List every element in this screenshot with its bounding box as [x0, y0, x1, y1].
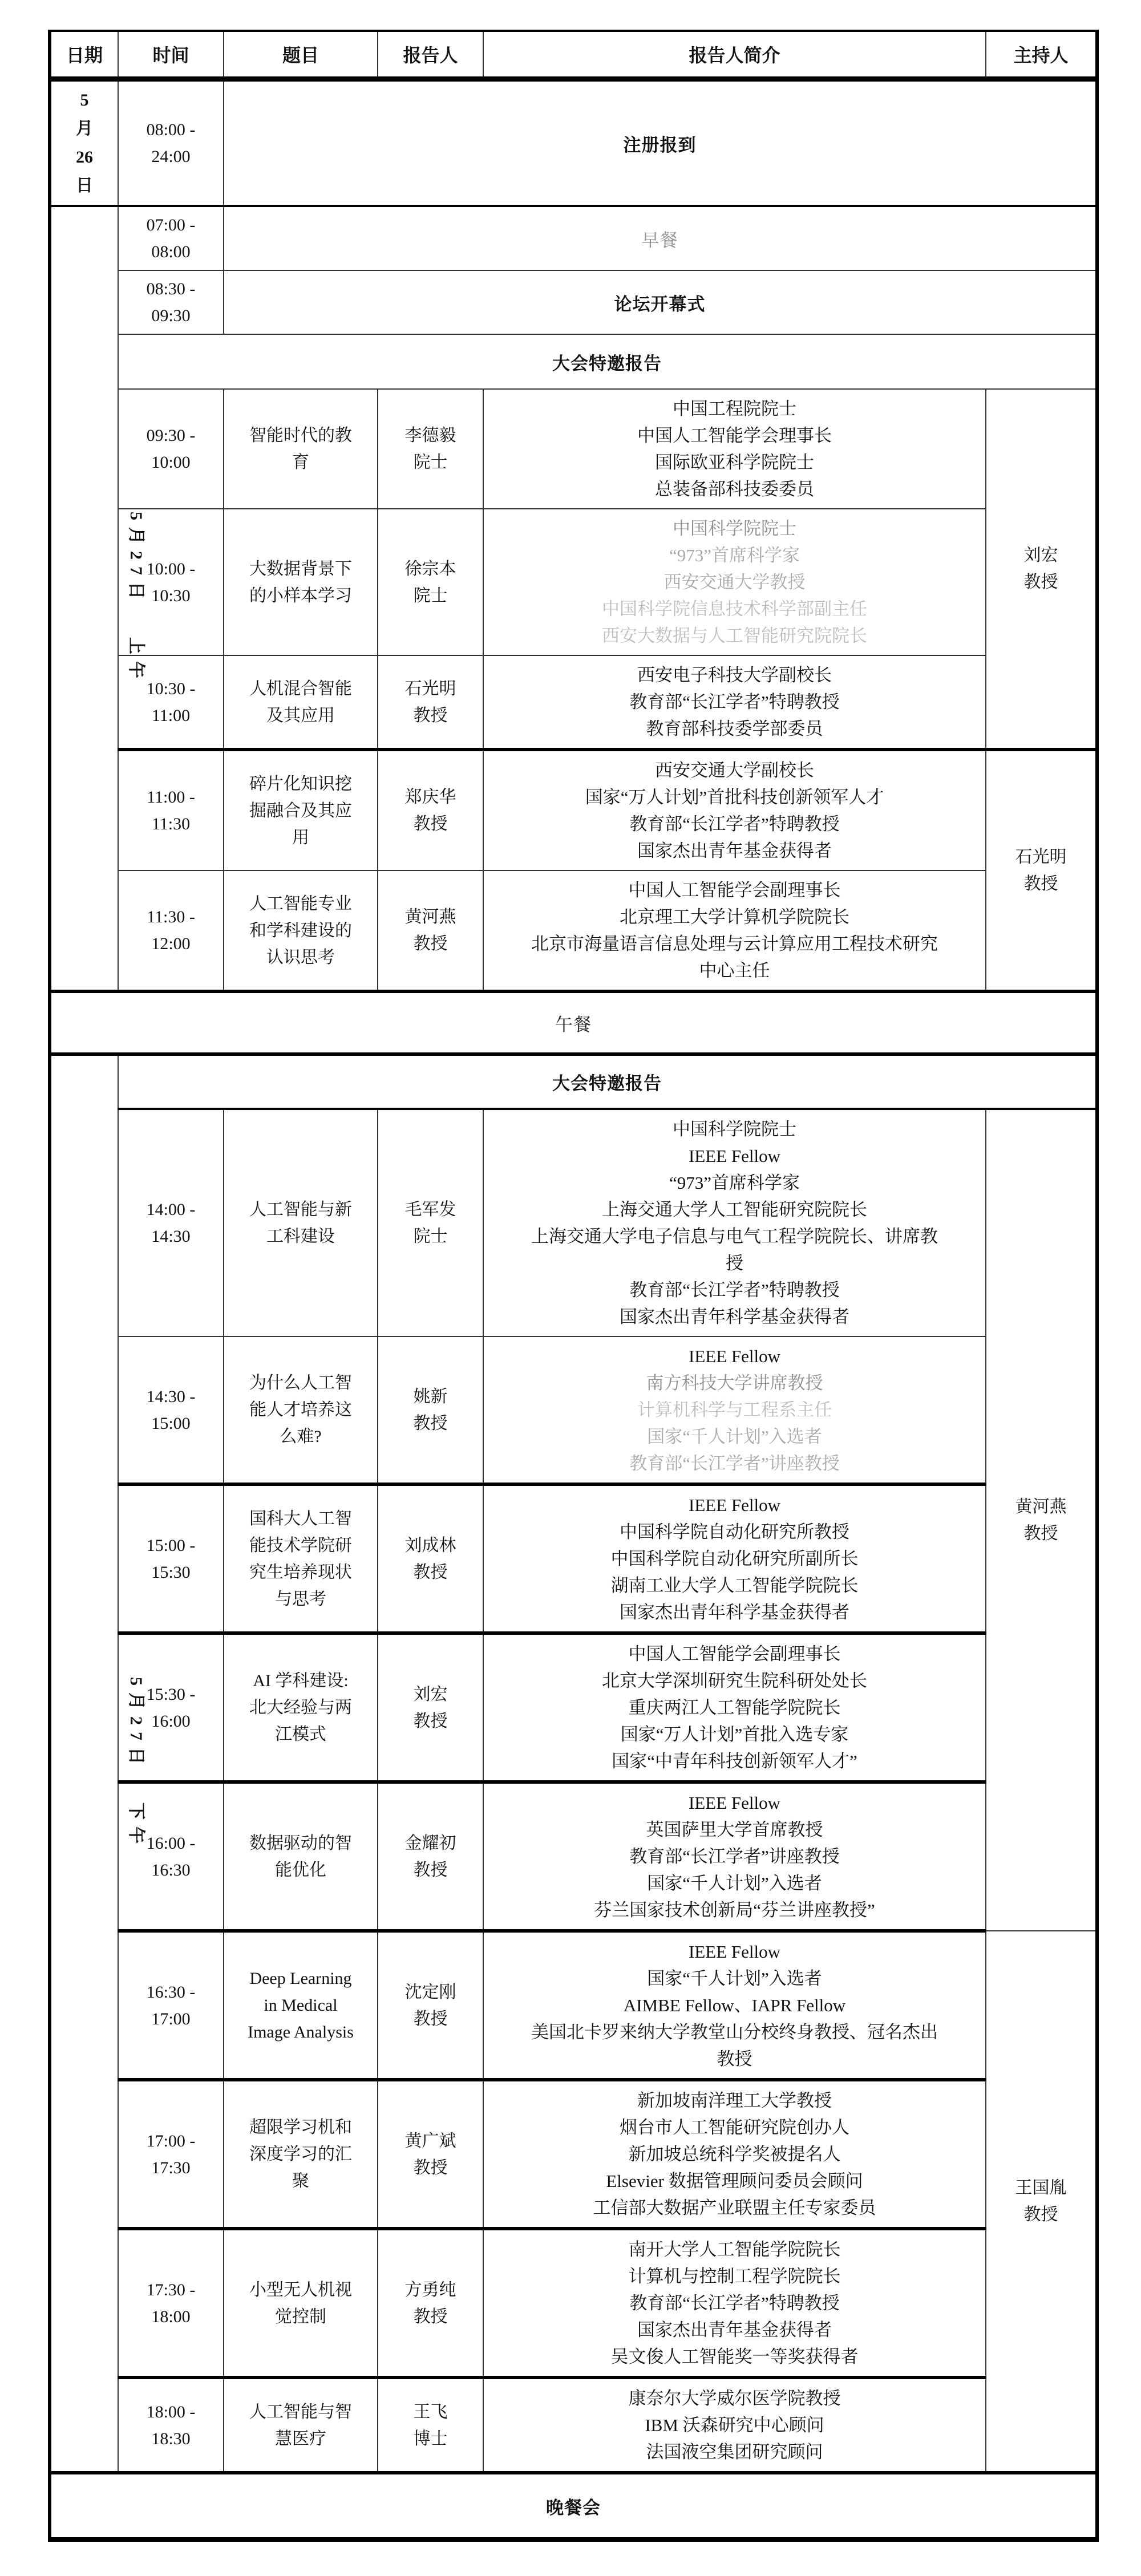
col-header-speaker: 报告人	[378, 31, 483, 79]
date-text: 5月27日	[127, 1676, 145, 1771]
speaker-cell	[378, 2377, 483, 2473]
invited-talks-header: 大会特邀报告	[118, 1054, 1097, 1109]
row-breakfast	[50, 206, 1097, 270]
talk-time	[118, 2229, 224, 2377]
vertical-date	[126, 512, 151, 685]
speaker-name: 徐宗本	[404, 559, 456, 578]
speaker-rank: 教授	[413, 934, 448, 953]
bio-line: 教育部“长江学者”讲座教授	[629, 1846, 840, 1866]
bio-cell	[483, 2377, 986, 2473]
host-cell	[986, 1109, 1097, 1931]
host-cell	[986, 1931, 1097, 2473]
time-cell	[118, 206, 224, 270]
speaker-rank: 教授	[413, 1711, 448, 1731]
speaker-cell	[378, 1633, 483, 1782]
time-line: 11:00 -	[147, 788, 195, 807]
row-lunch	[50, 991, 1097, 1054]
speaker-rank: 教授	[413, 2009, 448, 2028]
speaker-name: 沈定刚	[404, 1982, 456, 2002]
speaker-name: 黄河燕	[404, 908, 456, 926]
bio-line: “973”首席科学家	[669, 1173, 800, 1193]
talk-row	[50, 750, 1097, 870]
bio-line: 教育部“长江学者”特聘教授	[629, 692, 840, 712]
time-line: 18:00 -	[146, 2402, 196, 2421]
bio-line: 南方科技大学讲席教授	[646, 1373, 823, 1393]
speaker-name: 石光明	[404, 679, 456, 698]
speaker-cell	[378, 1782, 483, 1931]
time-line: 09:30 -	[146, 426, 196, 445]
talk-title: 碎片化知识挖掘融合及其应用	[224, 750, 378, 870]
speaker-cell	[378, 2080, 483, 2229]
speaker-name: 姚新	[413, 1387, 448, 1406]
bio-line: 中国人工智能学会理事长	[637, 426, 832, 445]
host-cell	[986, 389, 1097, 750]
talk-title: 人工智能专业和学科建设的认识思考	[224, 870, 378, 991]
talk-title: 智能时代的教育	[224, 389, 378, 509]
date-char: 5	[80, 91, 89, 110]
time-line: 17:30	[151, 2158, 191, 2177]
time-line: 14:30	[151, 1227, 191, 1246]
date-cell-may27-afternoon	[50, 1054, 145, 2473]
row-dinner	[50, 2473, 1097, 2539]
bio-line: 美国北卡罗来纳大学教堂山分校终身教授、冠名杰出教授	[531, 2022, 938, 2069]
opening-ceremony-cell: 论坛开幕式	[224, 270, 1097, 334]
bio-line: IEEE Fellow	[689, 1942, 780, 1962]
host-name: 黄河燕	[1015, 1497, 1067, 1516]
conference-schedule-table	[48, 30, 1099, 2542]
time-line: 17:00	[151, 2009, 191, 2028]
bio-cell	[483, 1336, 986, 1484]
speaker-rank: 教授	[413, 2307, 448, 2326]
time-line: 15:00 -	[146, 1536, 196, 1555]
bio-line: 中国科学院院士	[673, 519, 796, 538]
host-name: 石光明	[1015, 848, 1067, 866]
bio-line: 国家“中青年科技创新领军人才”	[612, 1751, 857, 1771]
bio-line: 国家杰出青年科学基金获得者	[620, 1307, 849, 1327]
talk-row	[50, 1336, 1097, 1484]
period-text: 下午	[127, 1802, 145, 1850]
time-line: 14:00 -	[146, 1200, 196, 1219]
bio-line: 国家杰出青年基金获得者	[637, 841, 832, 861]
talk-title: 数据驱动的智能优化	[224, 1782, 378, 1931]
bio-line: 国家“千人计划”入选者	[647, 1969, 822, 1988]
bio-line: 国家“万人计划”首批入选专家	[620, 1724, 849, 1744]
time-cell	[118, 79, 224, 206]
talk-time	[118, 870, 224, 991]
bio-cell	[483, 1109, 986, 1336]
bio-line: 湖南工业大学人工智能学院院长	[610, 1575, 859, 1595]
time-line: 08:00	[151, 242, 191, 261]
date-char: 日	[76, 176, 93, 195]
invited-talks-header: 大会特邀报告	[118, 334, 1097, 389]
time-cell	[118, 270, 224, 334]
bio-line: 国家“千人计划”入选者	[647, 1427, 822, 1447]
speaker-name: 金耀初	[404, 1833, 456, 1853]
bio-line: 西安电子科技大学副校长	[637, 665, 832, 685]
bio-cell	[483, 870, 986, 991]
bio-cell	[483, 2229, 986, 2377]
bio-line: 国家杰出青年科学基金获得者	[620, 1602, 849, 1622]
speaker-cell	[378, 655, 483, 750]
bio-line: 总装备部科技委委员	[655, 479, 814, 499]
talk-title: 超限学习机和深度学习的汇聚	[224, 2080, 378, 2229]
time-line: 16:30	[151, 1860, 191, 1880]
speaker-cell	[378, 509, 483, 655]
header-row	[50, 31, 1097, 79]
bio-line: 中国人工智能学会副理事长	[628, 880, 841, 900]
time-line: 11:00	[151, 706, 191, 725]
date-text: 5月27日	[127, 512, 145, 606]
date-cell-may27-morning	[50, 206, 145, 991]
time-line: 09:30	[151, 306, 191, 325]
host-cell	[986, 750, 1097, 991]
talk-title: 国科大人工智能技术学院研究生培养现状与思考	[224, 1484, 378, 1633]
time-line: 10:30 -	[146, 679, 196, 698]
breakfast-cell: 早餐	[224, 206, 1097, 270]
talk-time	[118, 750, 224, 870]
bio-line: 康奈尔大学威尔医学院教授	[628, 2388, 841, 2408]
talk-time	[118, 389, 224, 509]
bio-line: IEEE Fellow	[689, 1495, 780, 1515]
bio-line: 中国工程院院士	[673, 399, 796, 419]
period-text: 上午	[127, 637, 145, 685]
speaker-rank: 院士	[413, 453, 448, 472]
time-line: 10:00 -	[146, 559, 196, 578]
talk-time	[118, 1484, 224, 1633]
speaker-rank: 院士	[413, 1227, 448, 1246]
talk-row	[50, 1484, 1097, 1633]
bio-line: 西安交通大学副校长	[655, 760, 814, 780]
speaker-rank: 院士	[413, 586, 448, 605]
host-rank: 教授	[1023, 2205, 1058, 2224]
bio-line: 烟台市人工智能研究院创办人	[620, 2117, 849, 2137]
talk-row	[50, 870, 1097, 991]
speaker-cell	[378, 1931, 483, 2080]
bio-cell	[483, 1484, 986, 1633]
date-cell-may26	[50, 79, 118, 206]
bio-line: 国家“万人计划”首批科技创新领军人才	[585, 787, 884, 807]
time-line: 18:30	[151, 2429, 191, 2448]
time-line: 14:30 -	[146, 1387, 196, 1406]
bio-line: 吴文俊人工智能奖一等奖获得者	[610, 2347, 859, 2367]
time-line: 16:30 -	[146, 1982, 196, 2002]
talk-row	[50, 1782, 1097, 1931]
talk-title: 小型无人机视觉控制	[224, 2229, 378, 2377]
talk-title: 人机混合智能及其应用	[224, 655, 378, 750]
bio-line: IBM 沃森研究中心顾问	[645, 2415, 824, 2435]
speaker-rank: 教授	[413, 1860, 448, 1880]
talk-row	[50, 1931, 1097, 2080]
talk-time	[118, 2080, 224, 2229]
speaker-name: 刘成林	[404, 1536, 456, 1555]
talk-row	[50, 2080, 1097, 2229]
bio-line: IEEE Fellow	[689, 1146, 780, 1166]
lunch-cell: 午餐	[50, 991, 1097, 1054]
time-line: 08:30 -	[146, 280, 196, 298]
bio-line: 法国液空集团研究顾问	[646, 2442, 823, 2462]
time-line: 10:30	[151, 586, 191, 605]
speaker-rank: 教授	[413, 706, 448, 725]
talk-row	[50, 2229, 1097, 2377]
bio-cell	[483, 1782, 986, 1931]
time-line: 10:00	[151, 453, 191, 472]
bio-line: 北京大学深圳研究生院科研处处长	[602, 1671, 867, 1691]
speaker-name: 方勇纯	[404, 2280, 456, 2299]
bio-line: 教育部“长江学者”特聘教授	[629, 1280, 840, 1300]
bio-line: IEEE Fellow	[689, 1346, 780, 1366]
speaker-name: 王飞	[413, 2402, 448, 2421]
bio-line: 上海交通大学人工智能研究院院长	[602, 1200, 867, 1220]
talk-title: 人工智能与智慧医疗	[224, 2377, 378, 2473]
bio-line: 工信部大数据产业联盟主任专家委员	[593, 2198, 876, 2218]
speaker-cell	[378, 389, 483, 509]
col-header-topic: 题目	[224, 31, 378, 79]
speaker-name: 毛军发	[404, 1200, 456, 1219]
bio-line: 教育部科技委学部委员	[646, 719, 823, 739]
bio-cell	[483, 509, 986, 655]
speaker-rank: 教授	[413, 1413, 448, 1433]
speaker-cell	[378, 1109, 483, 1336]
speaker-cell	[378, 870, 483, 991]
speaker-rank: 教授	[413, 815, 448, 833]
talk-time	[118, 1931, 224, 2080]
bio-line: 中国科学院自动化研究所教授	[620, 1522, 849, 1542]
bio-cell	[483, 1633, 986, 1782]
bio-line: 西安交通大学教授	[663, 572, 806, 592]
bio-line: 中国科学院院士	[673, 1119, 796, 1139]
host-rank: 教授	[1023, 573, 1058, 592]
talk-title: 大数据背景下的小样本学习	[224, 509, 378, 655]
row-opening-ceremony	[50, 270, 1097, 334]
bio-line: “973”首席科学家	[669, 545, 800, 565]
bio-line: 教育部“长江学者”特聘教授	[629, 2293, 840, 2313]
talk-title: 人工智能与新工科建设	[224, 1109, 378, 1336]
time-line: 15:30	[151, 1562, 191, 1582]
bio-line: AIMBE Fellow、IAPR Fellow	[623, 1995, 846, 2015]
bio-cell	[483, 655, 986, 750]
time-line: 08:00 -	[146, 120, 196, 139]
bio-line: 教育部“长江学者”特聘教授	[629, 814, 840, 834]
bio-line: 芬兰国家技术创新局“芬兰讲座教授”	[594, 1900, 875, 1920]
col-header-time: 时间	[118, 31, 224, 79]
talk-title: 为什么人工智能人才培养这么难?	[224, 1336, 378, 1484]
col-header-speaker-bio: 报告人简介	[483, 31, 986, 79]
bio-line: 计算机与控制工程学院院长	[628, 2266, 841, 2286]
col-header-host: 主持人	[986, 31, 1097, 79]
bio-line: 新加坡南洋理工大学教授	[637, 2091, 832, 2111]
talk-time	[118, 2377, 224, 2473]
time-line: 24:00	[151, 147, 191, 166]
time-line: 17:00 -	[146, 2131, 196, 2150]
dinner-cell: 晚餐会	[50, 2473, 1097, 2539]
bio-line: 新加坡总统科学奖被提名人	[628, 2144, 841, 2164]
bio-line: 西安大数据与人工智能研究院院长	[602, 626, 867, 646]
bio-line: 上海交通大学电子信息与电气工程学院院长、讲席教授	[531, 1226, 938, 1273]
row-invited-header-morning	[50, 334, 1097, 389]
time-line: 12:00	[151, 934, 191, 953]
speaker-name: 黄广斌	[404, 2131, 456, 2150]
bio-line: 北京理工大学计算机学院院长	[620, 907, 849, 927]
bio-line: 中国人工智能学会副理事长	[628, 1644, 841, 1664]
host-rank: 教授	[1023, 1524, 1058, 1543]
talk-row	[50, 655, 1097, 750]
speaker-rank: 博士	[413, 2429, 448, 2448]
talk-row	[50, 389, 1097, 509]
host-name: 刘宏	[1023, 546, 1058, 565]
talk-time	[118, 1336, 224, 1484]
speaker-cell	[378, 1336, 483, 1484]
bio-line: 国家“千人计划”入选者	[647, 1873, 822, 1893]
speaker-name: 刘宏	[413, 1684, 448, 1704]
bio-line: 计算机科学与工程系主任	[637, 1400, 832, 1420]
talk-row	[50, 509, 1097, 655]
registration-cell: 注册报到	[224, 79, 1097, 206]
date-char: 月	[76, 119, 93, 138]
speaker-rank: 教授	[413, 2158, 448, 2177]
talk-row	[50, 2377, 1097, 2473]
bio-line: Elsevier 数据管理顾问委员会顾问	[606, 2171, 863, 2191]
time-line: 15:30 -	[146, 1684, 196, 1704]
bio-line: 教育部“长江学者”讲座教授	[629, 1453, 840, 1473]
speaker-name: 李德毅	[404, 426, 456, 445]
bio-cell	[483, 389, 986, 509]
time-line: 11:30 -	[147, 908, 195, 926]
time-line: 15:00	[151, 1413, 191, 1433]
bio-line: 国际欧亚科学院院士	[655, 452, 814, 472]
col-header-date: 日期	[50, 31, 118, 79]
host-name: 王国胤	[1015, 2178, 1067, 2197]
speaker-rank: 教授	[413, 1562, 448, 1582]
talk-time	[118, 1109, 224, 1336]
time-line: 07:00 -	[146, 216, 196, 234]
talk-row	[50, 1109, 1097, 1336]
bio-line: 重庆两江人工智能学院院长	[628, 1698, 841, 1718]
bio-line: 北京市海量语言信息处理与云计算应用工程技术研究中心主任	[531, 934, 938, 981]
row-invited-header-afternoon	[50, 1054, 1097, 1109]
vertical-date	[126, 1677, 151, 1850]
bio-line: 南开大学人工智能学院院长	[628, 2239, 841, 2259]
talk-title: AI 学科建设:北大经验与两江模式	[224, 1633, 378, 1782]
speaker-cell	[378, 1484, 483, 1633]
time-line: 18:00	[151, 2307, 191, 2326]
bio-line: IEEE Fellow	[689, 1793, 780, 1813]
time-line: 11:30	[151, 815, 191, 833]
speaker-cell	[378, 750, 483, 870]
bio-cell	[483, 1931, 986, 2080]
bio-line: 中国科学院信息技术科学部副主任	[602, 599, 867, 619]
host-rank: 教授	[1023, 874, 1058, 893]
bio-cell	[483, 2080, 986, 2229]
time-line: 16:00	[151, 1711, 191, 1731]
time-line: 17:30 -	[146, 2280, 196, 2299]
date-char: 26	[76, 148, 93, 167]
bio-cell	[483, 750, 986, 870]
bio-line: 国家杰出青年基金获得者	[637, 2320, 832, 2340]
talk-row	[50, 1633, 1097, 1782]
time-line: 16:00 -	[146, 1833, 196, 1853]
speaker-name: 郑庆华	[404, 788, 456, 807]
talk-title: Deep Learning in Medical Image Analysis	[224, 1931, 378, 2080]
row-may26-registration	[50, 79, 1097, 206]
speaker-cell	[378, 2229, 483, 2377]
bio-line: 中国科学院自动化研究所副所长	[610, 1549, 859, 1569]
bio-line: 英国萨里大学首席教授	[646, 1820, 823, 1840]
